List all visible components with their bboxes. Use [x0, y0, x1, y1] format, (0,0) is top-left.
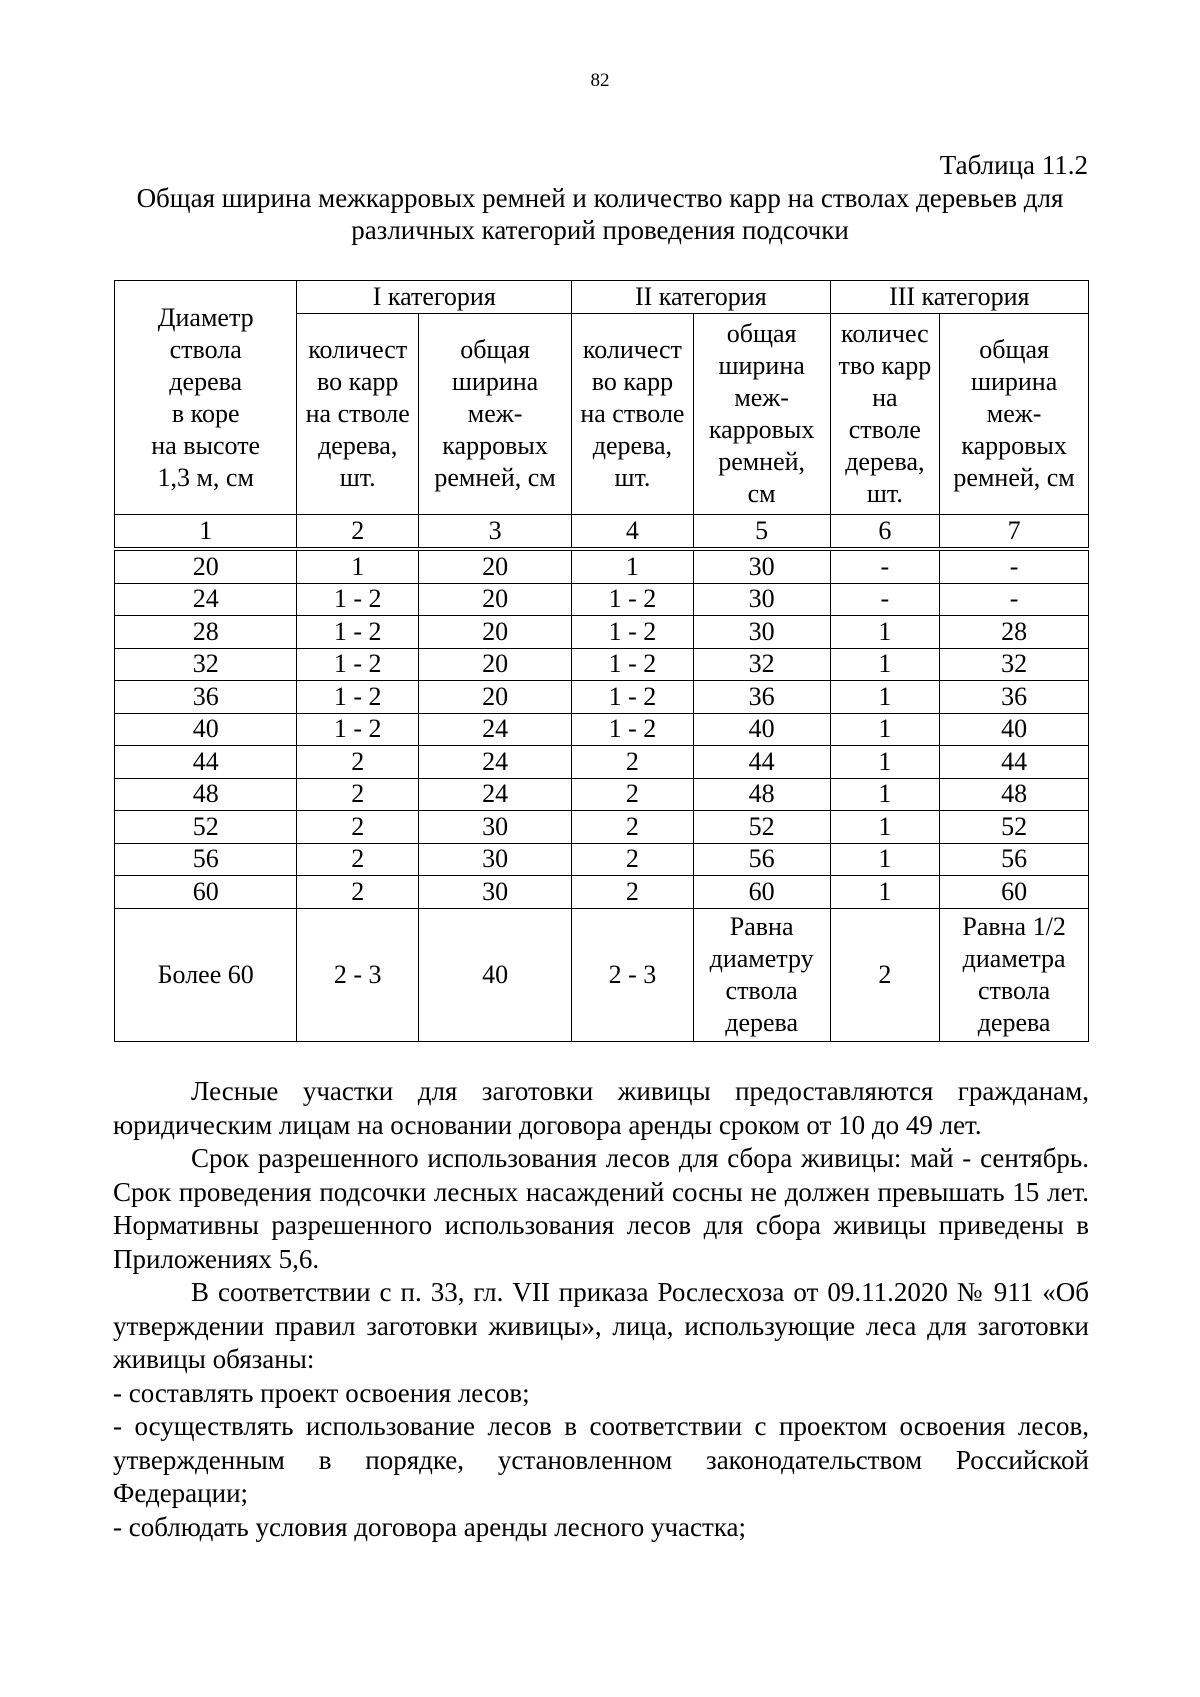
- table-row: [115, 648, 1089, 681]
- table-row: [115, 549, 1089, 583]
- table-cell: 20: [419, 681, 572, 714]
- table-cell: 1 - 2: [297, 616, 419, 649]
- table-cell: 60: [940, 876, 1089, 909]
- body-text: [113, 1075, 1089, 1544]
- table-cell: 60: [115, 876, 297, 909]
- table-cell: 28: [940, 616, 1089, 649]
- data-table: [114, 280, 1089, 1042]
- table-cell: Более 60: [115, 908, 297, 1041]
- table-cell: 56: [115, 843, 297, 876]
- table-cell: 30: [419, 811, 572, 844]
- table-cell: 32: [693, 648, 830, 681]
- table-cell: 1 - 2: [572, 583, 694, 616]
- table-row: [115, 908, 1089, 1041]
- table-cell: 48: [940, 778, 1089, 811]
- header-row-categories: [115, 281, 1089, 314]
- table-cell: 40: [419, 908, 572, 1041]
- table-cell: 1: [572, 549, 694, 583]
- paragraph: Срок разрешенного использования лесов для сбора живицы: май - сентябрь. Срок проведения подсочки лесных насаждений сосны не должен превышать 15 лет. Нормативны разрешенного использования лесов для сбора живицы приведены в Приложениях 5,6.: [113, 1143, 1089, 1274]
- column-number: 1: [115, 515, 297, 550]
- subheader-cell: общая ширина меж- карровых ремней, см: [419, 314, 572, 515]
- subheader-cell: количест во карр на стволе дерева, шт.: [572, 314, 694, 515]
- header-diameter: Диаметр ствола дерева в коре на высоте 1,3 м, см: [115, 281, 297, 515]
- table-row: [115, 876, 1089, 909]
- table-cell: 1: [830, 616, 940, 649]
- table-cell: 1: [297, 549, 419, 583]
- table-cell: 1 - 2: [297, 681, 419, 714]
- table-cell: Равна 1/2 диаметра ствола дерева: [940, 908, 1089, 1041]
- table-cell: 28: [115, 616, 297, 649]
- table-cell: 20: [115, 549, 297, 583]
- subheader-cell: количест во карр на стволе дерева, шт.: [297, 314, 419, 515]
- table-row: [115, 681, 1089, 714]
- table-cell: 2: [572, 811, 694, 844]
- table-cell: 32: [115, 648, 297, 681]
- table-cell: 36: [693, 681, 830, 714]
- table-row: [115, 616, 1089, 649]
- header-category-1: I категория: [297, 281, 572, 314]
- table-cell: 1: [830, 746, 940, 779]
- table-cell: 48: [115, 778, 297, 811]
- table-cell: 2: [297, 778, 419, 811]
- table-cell: 1: [830, 681, 940, 714]
- table-cell: 2: [830, 908, 940, 1041]
- table-cell: 1 - 2: [572, 616, 694, 649]
- table-cell: -: [940, 549, 1089, 583]
- table-cell: 32: [940, 648, 1089, 681]
- table-cell: 30: [419, 876, 572, 909]
- table-cell: 56: [693, 843, 830, 876]
- table-cell: 20: [419, 583, 572, 616]
- table-cell: 2 - 3: [297, 908, 419, 1041]
- table-row: [115, 778, 1089, 811]
- header-category-2: II категория: [572, 281, 830, 314]
- table-cell: 1 - 2: [572, 681, 694, 714]
- table-cell: 24: [419, 713, 572, 746]
- table-cell: 44: [940, 746, 1089, 779]
- column-number: 3: [419, 515, 572, 550]
- column-number: 4: [572, 515, 694, 550]
- table-cell: 2: [572, 746, 694, 779]
- table-cell: 30: [693, 583, 830, 616]
- table-cell: 1 - 2: [572, 713, 694, 746]
- column-number: 7: [940, 515, 1089, 550]
- table-cell: 2: [297, 746, 419, 779]
- table-cell: 1: [830, 811, 940, 844]
- table-cell: 30: [693, 616, 830, 649]
- table-row: [115, 713, 1089, 746]
- table-cell: 60: [693, 876, 830, 909]
- table-cell: 1: [830, 876, 940, 909]
- table-cell: 1 - 2: [297, 648, 419, 681]
- table-cell: 1: [830, 778, 940, 811]
- table-cell: 2 - 3: [572, 908, 694, 1041]
- table-cell: 1: [830, 648, 940, 681]
- table-cell: 2: [297, 876, 419, 909]
- column-number: 5: [693, 515, 830, 550]
- paragraph: - соблюдать условия договора аренды лесного участка;: [113, 1511, 747, 1542]
- table-cell: 20: [419, 616, 572, 649]
- table-cell: 1: [830, 713, 940, 746]
- table-row: [115, 746, 1089, 779]
- column-number: 6: [830, 515, 940, 550]
- table-cell: 24: [419, 778, 572, 811]
- paragraph: В соответствии с п. 33, гл. VII приказа Рослесхоза от 09.11.2020 № 911 «Об утверждении правил заготовки живицы», лица, использующие леса для заготовки живицы обязаны:: [113, 1277, 1089, 1374]
- table-cell: 24: [419, 746, 572, 779]
- table-cell: 56: [940, 843, 1089, 876]
- table-cell: 1: [830, 843, 940, 876]
- paragraph: Лесные участки для заготовки живицы предоставляются гражданам, юридическим лицам на основании договора аренды сроком от 10 до 49 лет.: [113, 1076, 1089, 1140]
- table-cell: 2: [297, 811, 419, 844]
- table-cell: Равна диаметру ствола дерева: [693, 908, 830, 1041]
- paragraph: - осуществлять использование лесов в соответствии с проектом освоения лесов, утвержденным в порядке, установленном законодательством Российской Федерации;: [113, 1411, 1089, 1508]
- table-cell: 40: [940, 713, 1089, 746]
- table-cell: 2: [572, 876, 694, 909]
- subheader-cell: общая ширина меж- карровых ремней, см: [940, 314, 1089, 515]
- column-number-row: [115, 515, 1089, 550]
- table-cell: 2: [572, 843, 694, 876]
- table-cell: 36: [115, 681, 297, 714]
- table-cell: 44: [115, 746, 297, 779]
- table-cell: 20: [419, 549, 572, 583]
- table-cell: -: [940, 583, 1089, 616]
- table-cell: 48: [693, 778, 830, 811]
- table-cell: 2: [297, 843, 419, 876]
- table-cell: 1 - 2: [572, 648, 694, 681]
- table-cell: 30: [419, 843, 572, 876]
- table-label: Таблица 11.2: [939, 150, 1088, 180]
- subheader-cell: общая ширина меж- карровых ремней, см: [693, 314, 830, 515]
- table-row: [115, 843, 1089, 876]
- table-cell: -: [830, 549, 940, 583]
- column-number: 2: [297, 515, 419, 550]
- table-caption: Общая ширина межкарровых ремней и количество карр на стволах деревьев для различных категорий проведения подсочки: [136, 183, 1064, 245]
- table-cell: 44: [693, 746, 830, 779]
- header-category-3: III категория: [830, 281, 1088, 314]
- subheader-cell: количес тво карр на стволе дерева, шт.: [830, 314, 940, 515]
- table-cell: 36: [940, 681, 1089, 714]
- paragraph: - составлять проект освоения лесов;: [113, 1377, 530, 1408]
- table-cell: 30: [693, 549, 830, 583]
- table-cell: 52: [693, 811, 830, 844]
- table-cell: 1 - 2: [297, 583, 419, 616]
- table-cell: 1 - 2: [297, 713, 419, 746]
- table-cell: 52: [940, 811, 1089, 844]
- table-cell: 52: [115, 811, 297, 844]
- page-number: 82: [590, 70, 610, 91]
- table-row: [115, 583, 1089, 616]
- table-cell: 2: [572, 778, 694, 811]
- table-row: [115, 811, 1089, 844]
- table-cell: 40: [693, 713, 830, 746]
- table-cell: 24: [115, 583, 297, 616]
- table-cell: 40: [115, 713, 297, 746]
- table-cell: 20: [419, 648, 572, 681]
- table-cell: -: [830, 583, 940, 616]
